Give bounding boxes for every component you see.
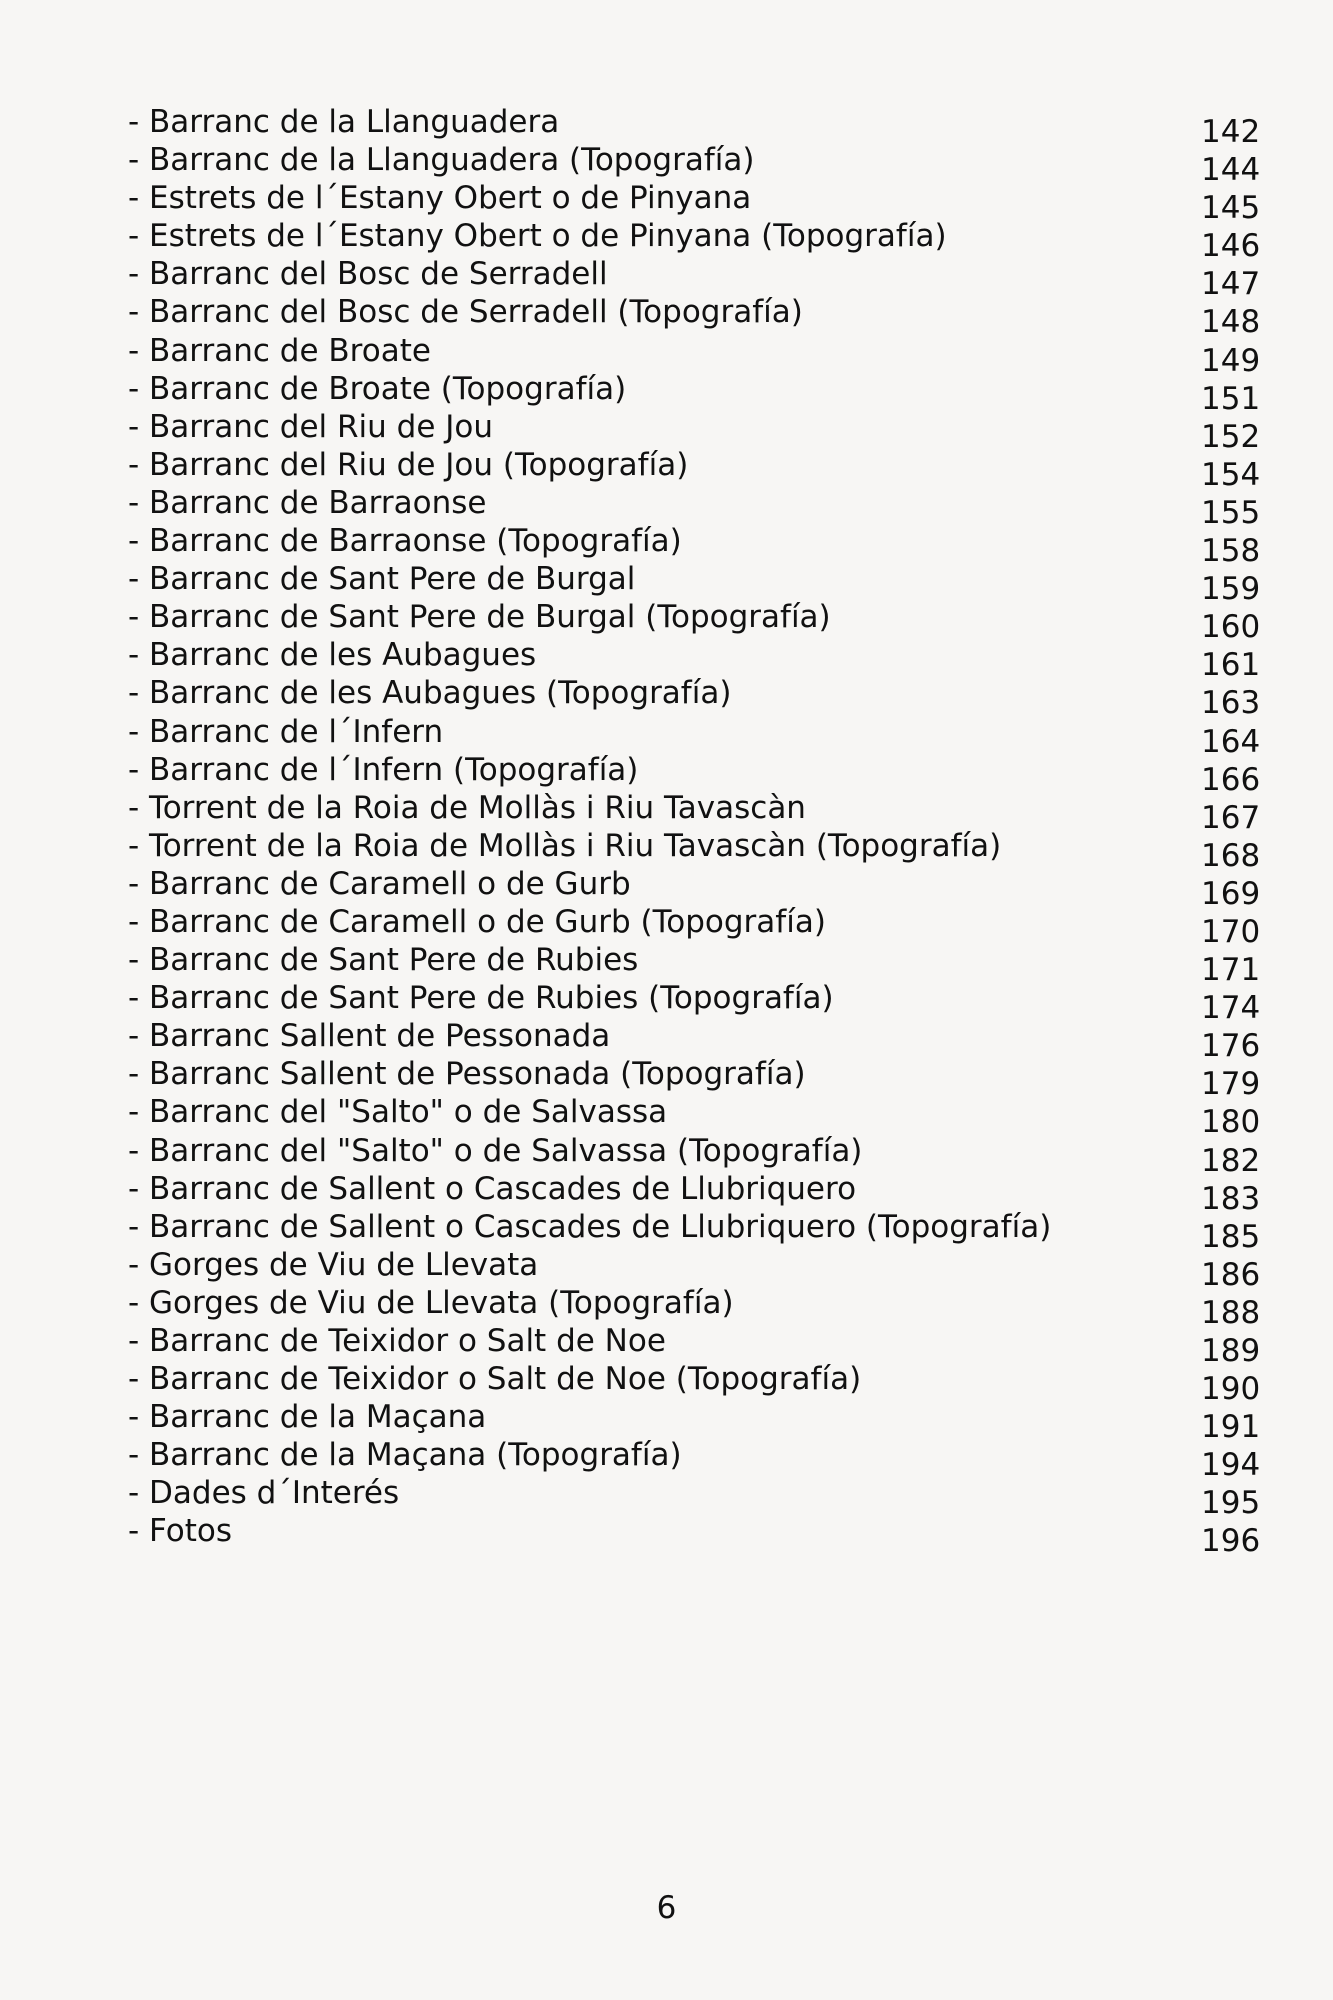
toc-entry bbox=[128, 255, 1261, 303]
toc-entry-title: - Barranc de Teixidor o Salt de Noe (Topografía) bbox=[128, 1361, 862, 1398]
toc-entry-title: - Estrets de l´Estany Obert o de Pinyana bbox=[128, 180, 752, 217]
toc-entry-page: 186 bbox=[1201, 1256, 1261, 1293]
toc-entry-title: - Barranc de Barraonse (Topografía) bbox=[128, 523, 682, 560]
toc-entry-page: 159 bbox=[1201, 571, 1261, 608]
toc-entry-title: - Barranc de Barraonse bbox=[128, 484, 487, 521]
toc-entry bbox=[128, 1208, 1261, 1255]
toc-entry-title: - Barranc del "Salto" o de Salvassa (Topografía) bbox=[128, 1132, 863, 1169]
toc-entry-page: 155 bbox=[1201, 494, 1261, 531]
toc-entry bbox=[128, 332, 1261, 379]
toc-entry bbox=[128, 217, 1261, 265]
toc-entry-title: - Barranc de les Aubagues bbox=[128, 637, 537, 674]
toc-entry-title: - Barranc del Bosc de Serradell (Topografía) bbox=[128, 294, 803, 331]
toc-entry-title: - Gorges de Viu de Llevata (Topografía) bbox=[128, 1284, 734, 1321]
toc-entry bbox=[128, 827, 1261, 874]
toc-entry bbox=[128, 1093, 1261, 1141]
toc-entry bbox=[128, 484, 1261, 531]
toc-entry-page: 151 bbox=[1201, 380, 1261, 417]
toc-entry-page: 180 bbox=[1201, 1104, 1261, 1141]
toc-entry-page: 149 bbox=[1201, 342, 1261, 379]
toc-entry bbox=[128, 751, 1261, 798]
toc-entry-page: 154 bbox=[1201, 456, 1261, 493]
toc-entry-title: - Torrent de la Roia de Mollàs i Riu Tavascàn bbox=[128, 789, 806, 826]
toc-entry-page: 148 bbox=[1201, 304, 1261, 341]
toc-entry-page: 146 bbox=[1201, 228, 1261, 265]
toc-entry-page: 145 bbox=[1201, 190, 1261, 227]
toc-entry-page: 190 bbox=[1201, 1371, 1261, 1408]
toc-entry bbox=[128, 1474, 1261, 1522]
toc-entry-page: 185 bbox=[1201, 1218, 1261, 1255]
toc-entry-title: - Barranc del Riu de Jou bbox=[128, 408, 494, 445]
toc-entry-title: - Barranc Sallent de Pessonada (Topografía) bbox=[128, 1056, 806, 1093]
toc-entry-page: 183 bbox=[1201, 1180, 1261, 1217]
toc-entry-title: - Barranc del Bosc de Serradell bbox=[128, 256, 608, 293]
toc-entry-page: 168 bbox=[1201, 837, 1261, 874]
toc-entry-title: - Barranc de Sant Pere de Rubies bbox=[128, 942, 639, 979]
toc-entry-page: 182 bbox=[1201, 1142, 1261, 1179]
toc-entry-page: 189 bbox=[1201, 1333, 1261, 1369]
toc-entry-page: 176 bbox=[1201, 1028, 1261, 1065]
toc-entry bbox=[128, 446, 1261, 493]
toc-entry-page: 166 bbox=[1201, 761, 1261, 798]
table-of-contents bbox=[128, 103, 1261, 1560]
toc-entry-title: - Barranc del "Salto" o de Salvassa bbox=[128, 1094, 668, 1131]
toc-entry-page: 161 bbox=[1201, 647, 1261, 684]
toc-entry-title: - Barranc de l´Infern bbox=[128, 713, 444, 750]
toc-entry bbox=[128, 1284, 1261, 1331]
toc-entry bbox=[128, 560, 1261, 608]
toc-entry-title: - Barranc de Sallent o Cascades de Llubriquero bbox=[128, 1170, 857, 1207]
toc-entry bbox=[128, 1398, 1261, 1446]
toc-entry-page: 163 bbox=[1201, 685, 1261, 722]
toc-entry-title: - Dades d´Interés bbox=[128, 1475, 400, 1512]
toc-entry-page: 174 bbox=[1201, 990, 1261, 1027]
toc-entry-page: 191 bbox=[1201, 1409, 1261, 1446]
toc-entry-title: - Fotos bbox=[128, 1513, 233, 1550]
toc-entry-page: 164 bbox=[1201, 723, 1261, 760]
toc-entry bbox=[128, 598, 1261, 646]
toc-entry bbox=[128, 370, 1261, 417]
toc-entry-page: 171 bbox=[1201, 952, 1261, 989]
toc-entry-title: - Barranc del Riu de Jou (Topografía) bbox=[128, 446, 689, 483]
toc-entry-title: - Barranc de la Maçana (Topografía) bbox=[128, 1437, 682, 1474]
toc-entry-page: 194 bbox=[1201, 1447, 1261, 1484]
toc-entry bbox=[128, 636, 1261, 684]
toc-entry bbox=[128, 1436, 1261, 1484]
toc-entry bbox=[128, 522, 1261, 570]
toc-entry bbox=[128, 1246, 1261, 1293]
toc-entry-title: - Barranc de Teixidor o Salt de Noe bbox=[128, 1323, 666, 1359]
toc-entry-title: - Barranc de la Llanguadera bbox=[128, 104, 560, 140]
toc-entry-page: 167 bbox=[1201, 799, 1261, 836]
toc-entry-page: 188 bbox=[1201, 1294, 1261, 1331]
toc-entry bbox=[128, 865, 1261, 912]
toc-entry bbox=[128, 179, 1261, 227]
toc-entry-title: - Barranc de Broate (Topografía) bbox=[128, 370, 627, 407]
toc-entry-title: - Barranc de la Maçana bbox=[128, 1399, 487, 1436]
toc-entry-title: - Barranc de Sant Pere de Rubies (Topografía) bbox=[128, 980, 834, 1017]
toc-entry bbox=[128, 1322, 1261, 1369]
toc-entry bbox=[128, 1360, 1261, 1408]
toc-entry-page: 196 bbox=[1201, 1523, 1261, 1560]
toc-entry bbox=[128, 1017, 1261, 1065]
toc-entry-page: 179 bbox=[1201, 1066, 1261, 1103]
toc-entry bbox=[128, 674, 1261, 722]
toc-entry-page: 152 bbox=[1201, 418, 1261, 455]
toc-entry bbox=[128, 293, 1261, 341]
toc-entry-title: - Barranc Sallent de Pessonada bbox=[128, 1018, 611, 1055]
toc-entry-page: 170 bbox=[1201, 913, 1261, 950]
toc-entry-title: - Barranc de Broate bbox=[128, 332, 431, 369]
toc-entry bbox=[128, 103, 1261, 150]
toc-entry-title: - Gorges de Viu de Llevata bbox=[128, 1246, 539, 1283]
toc-entry-title: - Barranc de Caramell o de Gurb (Topografía) bbox=[128, 903, 826, 940]
toc-entry-title: - Barranc de Caramell o de Gurb bbox=[128, 865, 631, 902]
toc-entry-page: 144 bbox=[1201, 152, 1261, 189]
toc-entry-title: - Estrets de l´Estany Obert o de Pinyana (Topografía) bbox=[128, 218, 947, 255]
toc-entry-title: - Torrent de la Roia de Mollàs i Riu Tavascàn (Topografía) bbox=[128, 827, 1002, 864]
toc-entry-page: 158 bbox=[1201, 533, 1261, 570]
toc-entry-title: - Barranc de la Llanguadera (Topografía) bbox=[128, 142, 755, 179]
toc-entry bbox=[128, 903, 1261, 950]
toc-entry-title: - Barranc de l´Infern (Topografía) bbox=[128, 751, 639, 788]
toc-entry bbox=[128, 1132, 1261, 1179]
toc-entry bbox=[128, 789, 1261, 836]
toc-entry bbox=[128, 979, 1261, 1027]
toc-entry bbox=[128, 1055, 1261, 1103]
toc-entry-title: - Barranc de Sant Pere de Burgal (Topografía) bbox=[128, 599, 831, 636]
toc-entry bbox=[128, 141, 1261, 189]
toc-entry bbox=[128, 713, 1261, 760]
toc-entry bbox=[128, 941, 1261, 989]
toc-entry-page: 160 bbox=[1201, 609, 1261, 646]
toc-entry-page: 142 bbox=[1201, 114, 1261, 150]
toc-entry bbox=[128, 1512, 1261, 1560]
toc-entry-title: - Barranc de Sallent o Cascades de Llubriquero (Topografía) bbox=[128, 1208, 1052, 1245]
toc-entry-page: 195 bbox=[1201, 1485, 1261, 1522]
toc-entry-title: - Barranc de Sant Pere de Burgal bbox=[128, 561, 636, 598]
toc-entry-title: - Barranc de les Aubagues (Topografía) bbox=[128, 675, 732, 712]
toc-entry bbox=[128, 1170, 1261, 1217]
toc-entry-page: 169 bbox=[1201, 875, 1261, 912]
page-number: 6 bbox=[656, 1890, 677, 1926]
toc-entry bbox=[128, 408, 1261, 455]
toc-entry-page: 147 bbox=[1201, 266, 1261, 303]
